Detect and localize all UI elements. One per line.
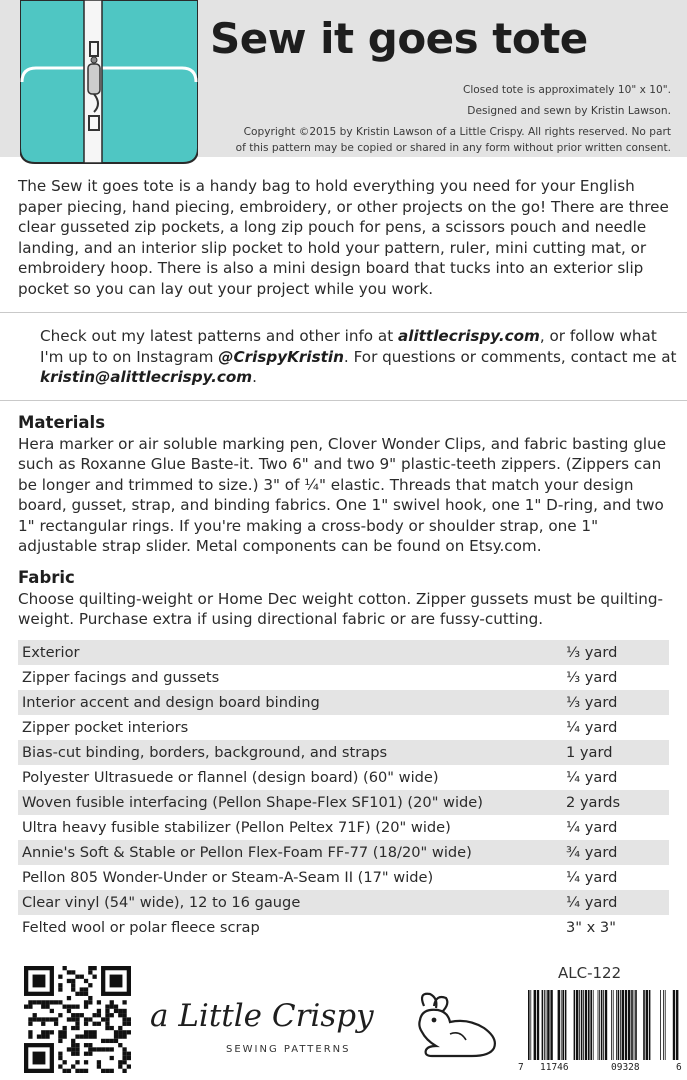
fabric-heading: Fabric [18,568,75,587]
barcode-digit-first: 7 [518,1062,524,1073]
fabric-amount: ¼ yard [566,719,618,736]
size-note: Closed tote is approximately 10" x 10". [462,84,671,96]
materials-heading: Materials [18,413,106,432]
fabric-table-row [18,890,669,915]
fabric-table-row [18,715,669,740]
fabric-table-row [18,740,669,765]
fabric-item: Bias-cut binding, borders, background, and straps [22,744,388,761]
barcode-digits-group-1: 11746 [540,1062,569,1073]
fabric-item: Clear vinyl (54" wide), 12 to 16 gauge [22,894,301,911]
fabric-text: Choose quilting-weight or Home Dec weight cotton. Zipper gussets must be quilting-weight. Purchase extra if using directional fabric or are fussy-cutting. [18,590,663,629]
fabric-amount: ¼ yard [566,769,618,786]
fabric-table-row [18,765,669,790]
sku-number: ALC-122 [558,964,622,982]
fabric-amount: ¾ yard [566,844,618,861]
fabric-item: Exterior [22,644,80,661]
fabric-item: Felted wool or polar fleece scrap [22,919,260,936]
intro-paragraph: The Sew it goes tote is a handy bag to hold everything you need for your English paper piecing, hand piecing, embroidery, or other projects on the go! There are three clear gusseted zip pockets, a long zip pouch for pens, a scissors pouch and needle landing, and an interior slip pocket to hold your pattern, ruler, mini cutting mat, or embroidery hoop. There is also a mini design board that tucks into an exterior slip pocket so you can lay out your project while you work. [18,177,669,298]
fabric-table-row [18,690,669,715]
designer-credit: Designed and sewn by Kristin Lawson. [467,105,671,117]
barcode [526,990,680,1060]
fabric-table-row [18,915,669,940]
brand-subtitle: SEWING PATTERNS [226,1044,351,1055]
fabric-table-row [18,815,669,840]
materials-text: Hera marker or air soluble marking pen, Clover Wonder Clips, and fabric basting glue such as Roxanne Glue Baste-it. Two 6" and two 9" plastic-teeth zippers. (Zippers can be longer and trimmed to size.) 3" of ¼" elastic. Threads that match your design board, gusset, strap, and binding fabrics. One 1" swivel hook, one 1" D-ring, and two 1" rectangular rings. If you're making a cross-body or shoulder strap, one 1" adjustable strap slider. Metal components can be found on Etsy.com. [18,435,667,556]
fabric-item: Zipper facings and gussets [22,669,220,686]
fabric-item: Zipper pocket interiors [22,719,189,736]
website-link[interactable]: alittlecrispy.com [398,327,540,345]
contact-text-3: . For questions or comments, contact me at [343,347,677,366]
divider [0,400,687,401]
fabric-amount: 3" x 3" [566,919,616,936]
contact-text-4: . [252,368,257,387]
copyright-line-2: of this pattern may be copied or shared in any form without prior written consent. [235,142,671,154]
fabric-amount: ⅓ yard [566,694,618,711]
fabric-table [18,640,669,940]
copyright-line-1: Copyright ©2015 by Kristin Lawson of a Little Crispy. All rights reserved. No part [243,126,671,138]
fabric-amount: ¼ yard [566,894,618,911]
fabric-table-row [18,665,669,690]
fabric-item: Woven fusible interfacing (Pellon Shape-Flex SF101) (20" wide) [22,794,483,811]
contact-text-2: , or follow what I'm up to on Instagram [40,327,657,366]
fabric-item: Pellon 805 Wonder-Under or Steam-A-Seam II (17" wide) [22,869,434,886]
contact-paragraph [40,326,680,388]
contact-text-1: Check out my latest patterns and other info at [40,327,399,345]
fabric-table-row [18,865,669,890]
fabric-amount: ⅓ yard [566,644,618,661]
divider [0,312,687,313]
bunny-logo-icon [410,990,502,1060]
fabric-item: Interior accent and design board binding [22,694,320,711]
fabric-amount: ¼ yard [566,869,618,886]
fabric-amount: 2 yards [566,794,621,811]
email-link[interactable]: kristin@alittlecrispy.com [40,368,253,387]
fabric-item: Polyester Ultrasuede or flannel (design board) (60" wide) [22,769,439,786]
fabric-amount: ⅓ yard [566,669,618,686]
page-title: Sew it goes tote [210,14,588,63]
barcode-digit-last: 6 [676,1062,682,1073]
fabric-table-row [18,640,669,665]
qr-code [24,966,131,1073]
barcode-digits-group-2: 09328 [611,1062,640,1073]
fabric-table-row [18,790,669,815]
fabric-item: Ultra heavy fusible stabilizer (Pellon Peltex 71F) (20" wide) [22,819,451,836]
fabric-item: Annie's Soft & Stable or Pellon Flex-Foam FF-77 (18/20" wide) [22,844,472,861]
tote-illustration [20,0,198,165]
instagram-handle[interactable]: @CrispyKristin [218,347,344,366]
copyright-notice [236,124,671,156]
fabric-table-row [18,840,669,865]
fabric-amount: 1 yard [566,744,613,761]
brand-logo-text: a Little Crispy [150,998,374,1034]
fabric-amount: ¼ yard [566,819,618,836]
